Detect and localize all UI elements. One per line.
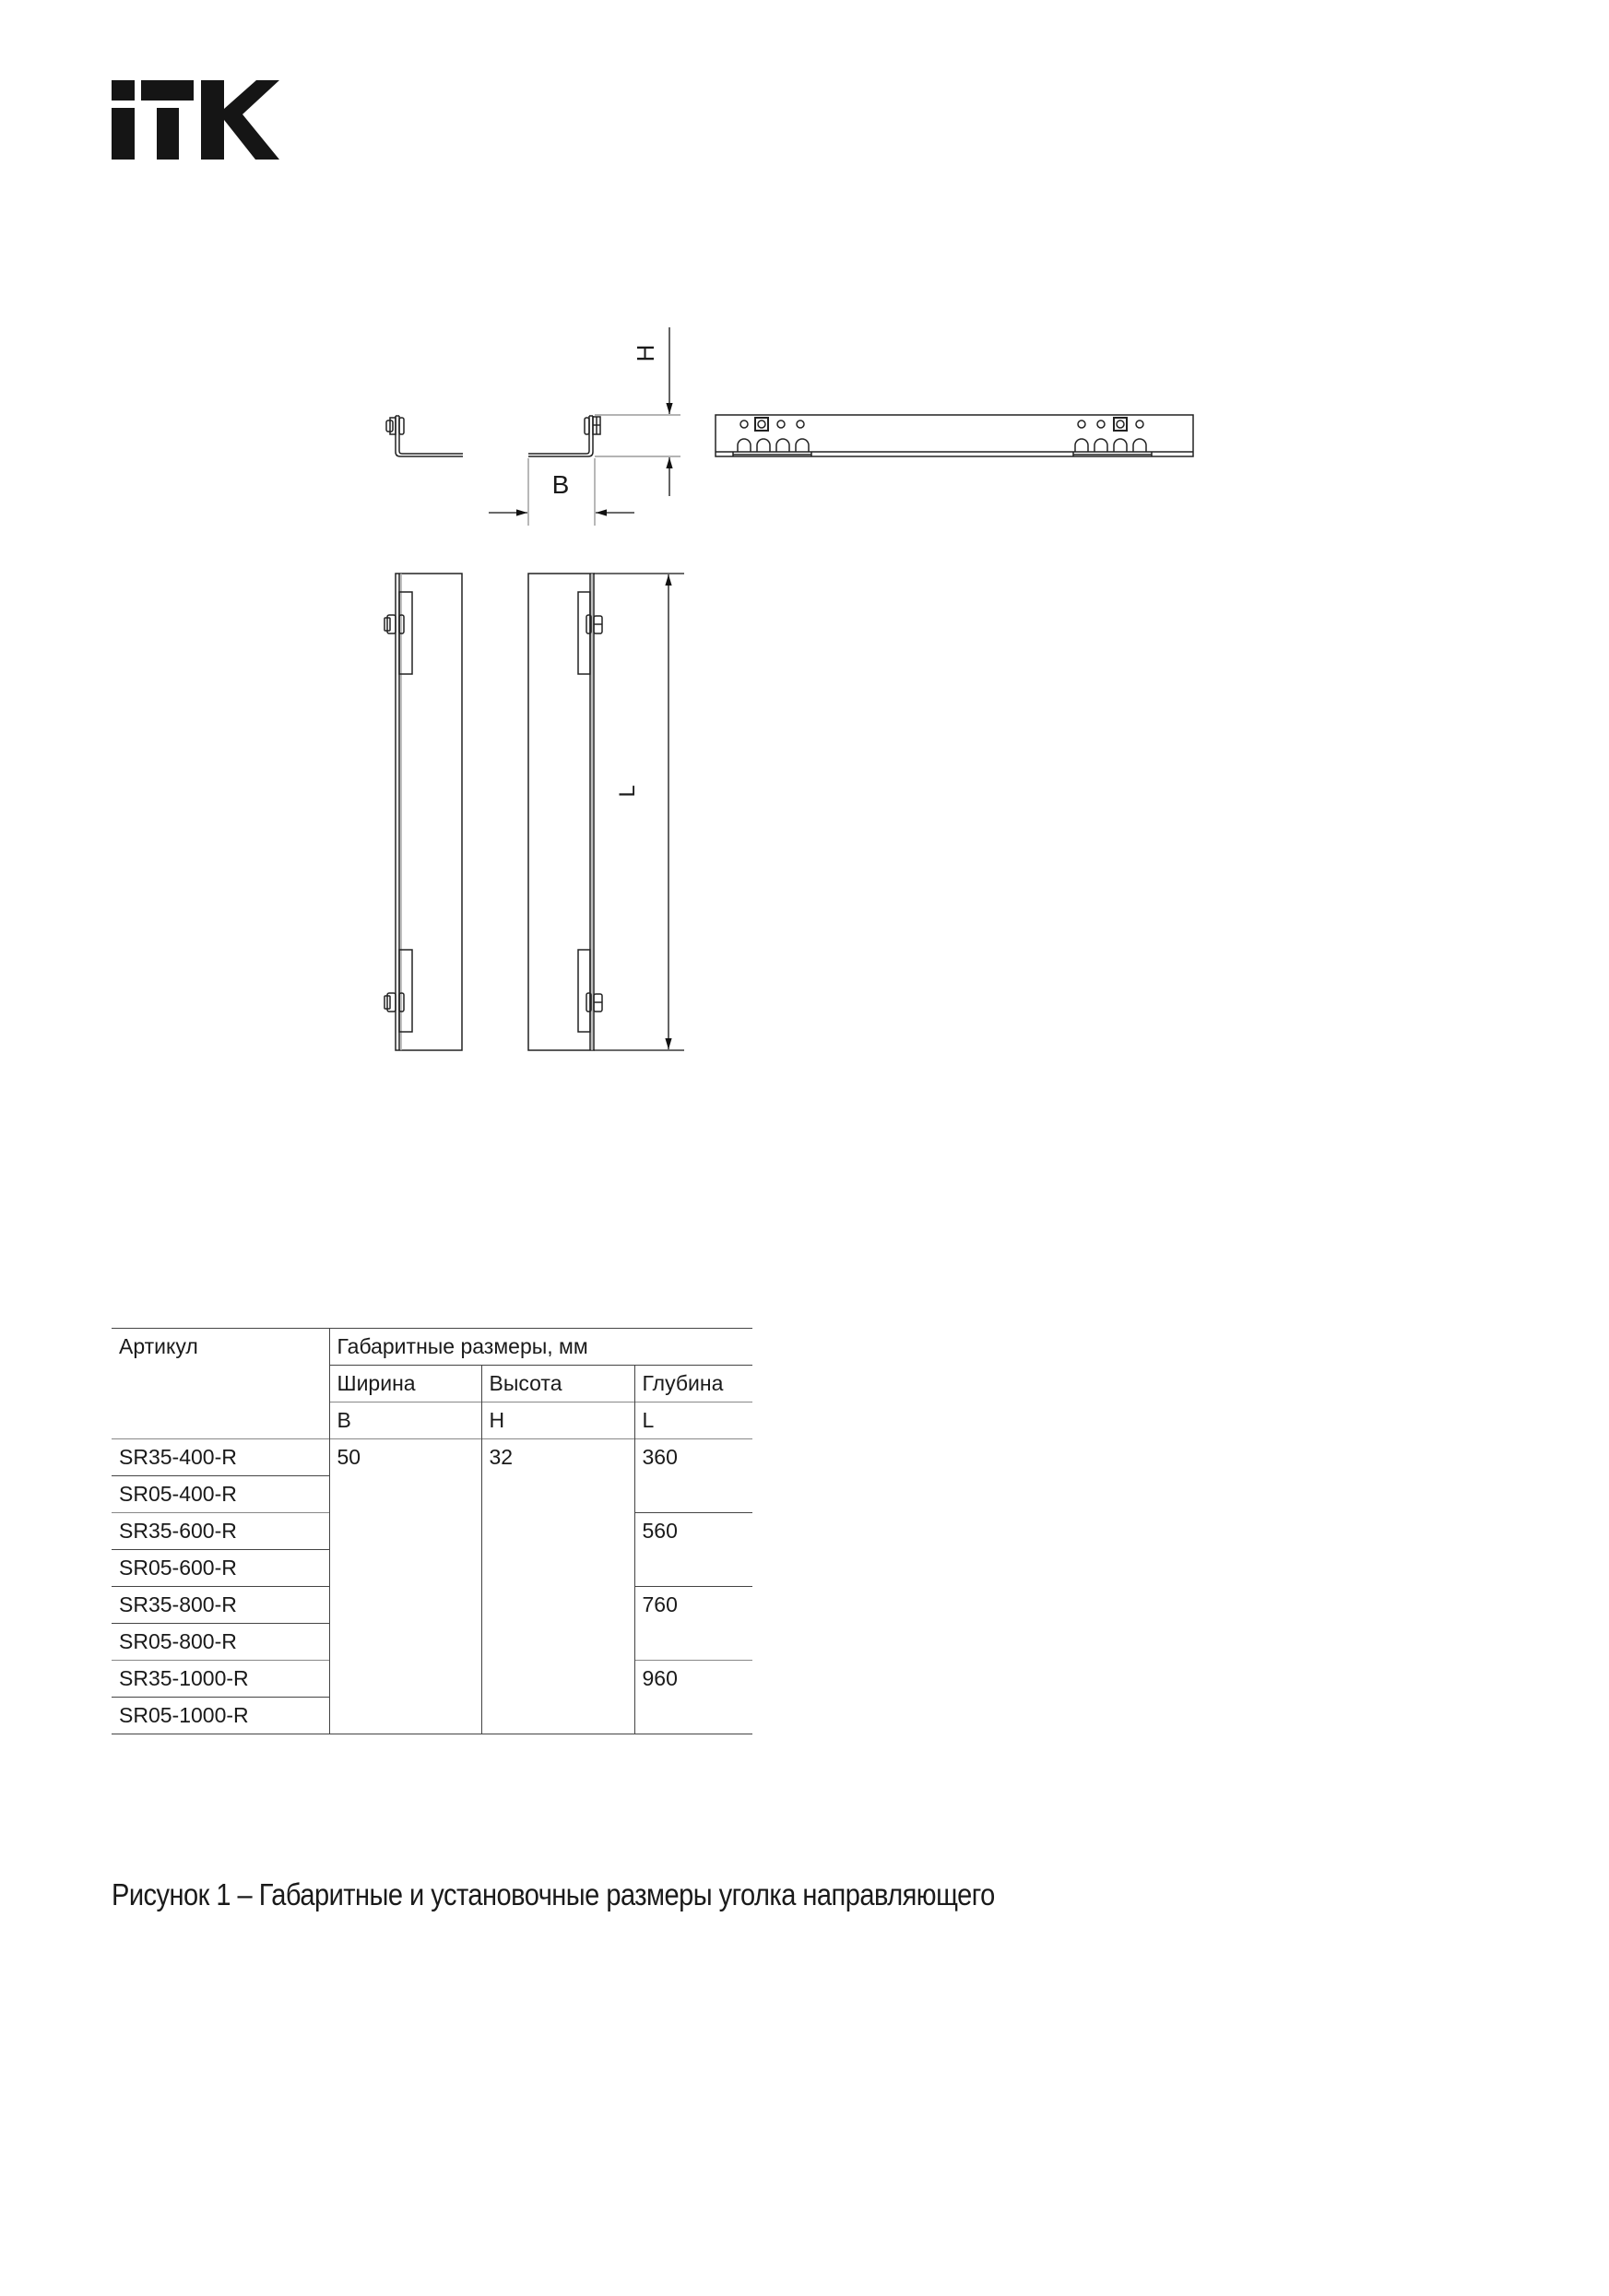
dim-label-l: L	[615, 785, 640, 798]
dim-label-h: H	[632, 344, 659, 362]
dimensions-table	[112, 1328, 752, 1734]
header-height: Высота	[481, 1366, 634, 1402]
article-cell: SR05-600-R	[112, 1550, 329, 1587]
depth-value: 560	[634, 1513, 752, 1587]
header-depth: Глубина	[634, 1366, 752, 1402]
header-dimensions-group: Габаритные размеры, мм	[329, 1329, 752, 1366]
side-view-right	[528, 416, 600, 456]
table-row	[112, 1439, 752, 1476]
symbol-l: L	[634, 1402, 752, 1439]
side-view-left	[386, 416, 463, 456]
depth-value: 360	[634, 1439, 752, 1513]
header-width: Ширина	[329, 1366, 481, 1402]
top-view	[716, 415, 1193, 456]
header-article: Артикул	[112, 1329, 329, 1439]
article-cell: SR35-600-R	[112, 1513, 329, 1550]
symbol-b: B	[329, 1402, 481, 1439]
height-value: 32	[481, 1439, 634, 1734]
article-cell: SR05-800-R	[112, 1624, 329, 1661]
technical-drawing	[0, 0, 1609, 1107]
depth-value: 760	[634, 1587, 752, 1661]
article-cell: SR05-1000-R	[112, 1698, 329, 1734]
dim-label-b: B	[551, 470, 570, 499]
width-value: 50	[329, 1439, 481, 1734]
article-cell: SR05-400-R	[112, 1476, 329, 1513]
symbol-h: H	[481, 1402, 634, 1439]
front-view-left	[385, 574, 462, 1050]
article-cell: SR35-800-R	[112, 1587, 329, 1624]
table-header-row	[112, 1329, 752, 1366]
depth-value: 960	[634, 1661, 752, 1734]
front-view-right	[528, 574, 602, 1050]
article-cell: SR35-400-R	[112, 1439, 329, 1476]
figure-caption: Рисунок 1 – Габаритные и установочные размеры уголка направляющего	[112, 1877, 995, 1911]
article-cell: SR35-1000-R	[112, 1661, 329, 1698]
